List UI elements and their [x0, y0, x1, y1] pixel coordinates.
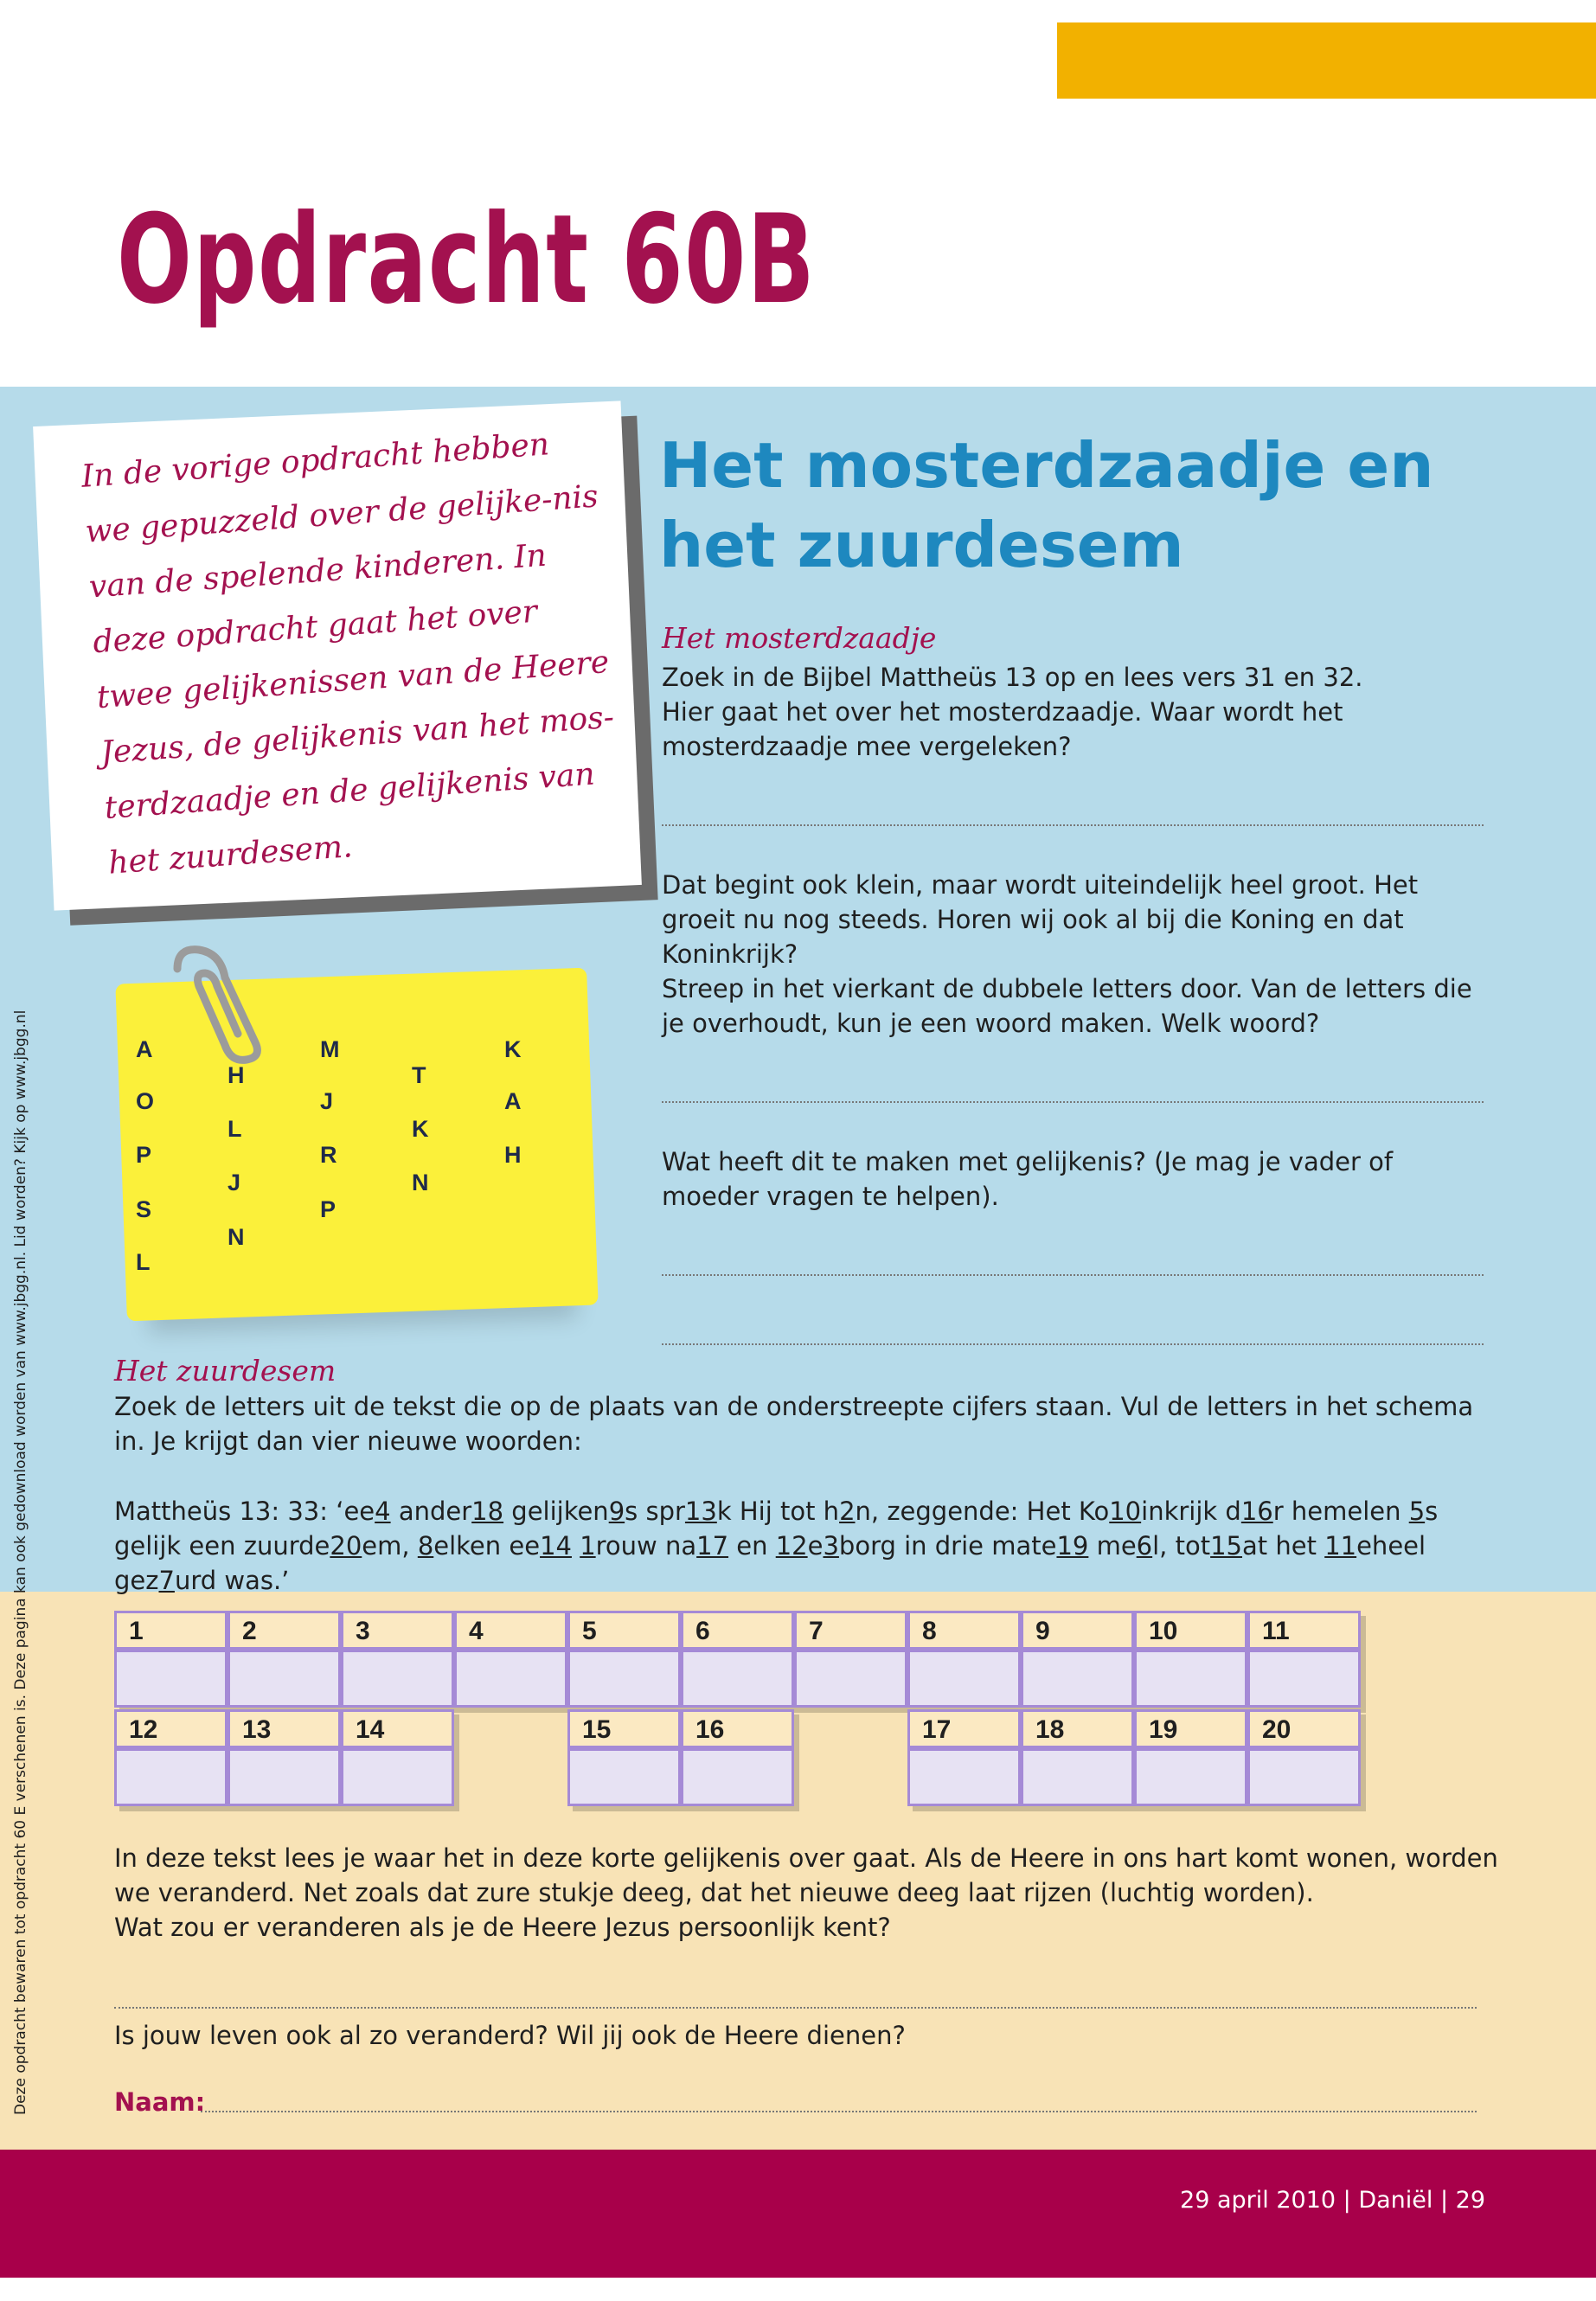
grid-number: 14 — [356, 1715, 385, 1744]
verse-text: inkrijk d — [1141, 1497, 1241, 1526]
grid-number-cell — [1134, 1709, 1247, 1748]
orange-accent-bar — [1057, 22, 1596, 99]
grid-number-cell — [1247, 1611, 1361, 1650]
verse-text: at het — [1242, 1531, 1325, 1561]
verse-number: 13 — [684, 1497, 717, 1526]
grid-letter-input[interactable] — [907, 1748, 1021, 1806]
grid-letter-input[interactable] — [1021, 1650, 1134, 1708]
zuurdesem-p3: In deze tekst lees je waar het in deze korte gelijkenis over gaat. Als de Heere in ons hart komt wonen, worden we veranderd. Net zoals dat zure stukje deeg, dat het nieuwe deeg laat rijzen (luchtig worden). — [114, 1843, 1498, 1907]
puzzle-letter: O — [136, 1088, 155, 1114]
puzzle-letter: H — [228, 1062, 245, 1088]
grid-letter-input[interactable] — [454, 1650, 567, 1708]
puzzle-letter: K — [504, 1036, 522, 1062]
verse-text: urd was.’ — [174, 1566, 290, 1595]
puzzle-letter: K — [412, 1116, 429, 1142]
verse-number: 7 — [158, 1566, 175, 1595]
grid-number: 20 — [1262, 1715, 1292, 1744]
verse-text: rouw na — [595, 1531, 697, 1561]
verse-number: 19 — [1056, 1531, 1089, 1561]
grid-letter-input[interactable] — [1247, 1748, 1361, 1806]
verse-text: k Hij tot h — [716, 1497, 840, 1526]
section-title-zuurdesem: Het zuurdesem — [114, 1354, 337, 1388]
answer-line-4[interactable] — [662, 1343, 1484, 1345]
verse-number: 20 — [330, 1531, 362, 1561]
mosterd-p4: Streep in het vierkant de dubbele letters door. Van de letters die je overhoudt, kun je een woord maken. Welk woord? — [662, 974, 1472, 1038]
verse-number: 1 — [580, 1531, 596, 1561]
verse-text — [572, 1531, 580, 1561]
verse-number: 3 — [823, 1531, 839, 1561]
puzzle-letter: L — [136, 1249, 151, 1275]
answer-line-3[interactable] — [662, 1274, 1484, 1276]
verse-text: eheel gez — [114, 1531, 1426, 1595]
grid-number: 3 — [356, 1617, 370, 1645]
puzzle-letter: H — [504, 1142, 522, 1168]
grid-letter-input[interactable] — [228, 1650, 341, 1708]
intro-note: In de vorige opdracht hebben we gepuzzeld over de gelijke-nis van de spelende kinderen. In deze opdracht gaat het over twee gelijkenissen van de Heere Jezus, de gelijkenis van het mos-terdzaadje en de gelijkenis van het zuurdesem. — [80, 426, 616, 881]
puzzle-letter: N — [228, 1224, 245, 1250]
verse-number: 5 — [1408, 1497, 1426, 1526]
verse-text: s gelijk een zuurde — [114, 1497, 1439, 1561]
grid-letter-input[interactable] — [681, 1650, 794, 1708]
puzzle-letter: L — [228, 1116, 242, 1142]
answer-line-2[interactable] — [662, 1101, 1484, 1103]
puzzle-letter: N — [412, 1170, 429, 1195]
grid-number-cell — [114, 1611, 228, 1650]
grid-number: 6 — [695, 1617, 710, 1645]
grid-number-cell — [1134, 1611, 1247, 1650]
grid-number: 7 — [809, 1617, 824, 1645]
puzzle-letter: A — [136, 1036, 153, 1062]
footer-bar — [0, 2150, 1596, 2278]
grid-number: 1 — [129, 1617, 144, 1645]
answer-line-5[interactable] — [114, 2007, 1477, 2009]
grid-number: 17 — [922, 1715, 952, 1744]
verse-number: 2 — [839, 1497, 856, 1526]
grid-number: 12 — [129, 1715, 158, 1744]
verse-number: 12 — [775, 1531, 808, 1561]
puzzle-letter: S — [136, 1196, 152, 1222]
grid-letter-input[interactable] — [1021, 1748, 1134, 1806]
grid-number: 15 — [582, 1715, 612, 1744]
verse-number: 14 — [540, 1531, 572, 1561]
grid-number: 13 — [242, 1715, 272, 1744]
grid-number: 4 — [469, 1617, 484, 1645]
grid-letter-input[interactable] — [1134, 1748, 1247, 1806]
verse-text: elken ee — [433, 1531, 541, 1561]
grid-letter-input[interactable] — [567, 1650, 681, 1708]
puzzle-letter: P — [320, 1196, 337, 1222]
zuurdesem-p5: Is jouw leven ook al zo veranderd? Wil jij ook de Heere dienen? — [114, 2021, 906, 2050]
answer-line-1[interactable] — [662, 824, 1484, 826]
grid-number-cell — [907, 1611, 1021, 1650]
verse-number: 11 — [1324, 1531, 1357, 1561]
heading-line-2: het zuurdesem — [659, 509, 1184, 581]
verse-text: r hemelen — [1272, 1497, 1409, 1526]
page-title: Opdracht 60B — [117, 189, 817, 331]
grid-letter-input[interactable] — [681, 1748, 794, 1806]
footer-text: 29 april 2010 | Daniël | 29 — [1180, 2187, 1485, 2214]
verse-text: s spr — [625, 1497, 685, 1526]
grid-letter-input[interactable] — [341, 1650, 454, 1708]
puzzle-letter: P — [136, 1142, 152, 1168]
verse-text: borg in drie mate — [838, 1531, 1057, 1561]
grid-letter-input[interactable] — [114, 1748, 228, 1806]
grid-number-cell — [1021, 1611, 1134, 1650]
verse-text: gelijken — [503, 1497, 609, 1526]
verse-text: e — [807, 1531, 824, 1561]
verse-text: me — [1088, 1531, 1137, 1561]
grid-number: 19 — [1149, 1715, 1178, 1744]
verse-text: en — [728, 1531, 776, 1561]
grid-number: 8 — [922, 1617, 937, 1645]
verse-number: 4 — [375, 1497, 391, 1526]
mosterd-p3: Dat begint ook klein, maar wordt uiteindelijk heel groot. Het groeit nu nog steeds. Horen wij ook al bij die Koning en dat Koninkrijk? — [662, 870, 1419, 969]
verse-number: 15 — [1210, 1531, 1243, 1561]
puzzle-letter: T — [412, 1062, 426, 1088]
verse-text: n, zeggende: Het Ko — [855, 1497, 1110, 1526]
verse-number: 17 — [696, 1531, 729, 1561]
grid-number: 10 — [1149, 1617, 1178, 1645]
bible-verse — [114, 1494, 1481, 1598]
mosterd-p2: Hier gaat het over het mosterdzaadje. Waar wordt het mosterdzaadje mee vergeleken? — [662, 697, 1343, 761]
mosterd-p5: Wat heeft dit te maken met gelijkenis? (Je mag je vader of moeder vragen te helpen). — [662, 1147, 1394, 1211]
puzzle-letter: J — [228, 1170, 241, 1195]
grid-letter-input[interactable] — [341, 1748, 454, 1806]
verse-text: l, tot — [1152, 1531, 1211, 1561]
grid-number: 9 — [1035, 1617, 1050, 1645]
section-title-mosterdzaadje: Het mosterdzaadje — [662, 621, 937, 655]
grid-number: 5 — [582, 1617, 597, 1645]
verse-number: 9 — [608, 1497, 625, 1526]
grid-number-cell — [228, 1611, 341, 1650]
grid-letter-input[interactable] — [114, 1650, 228, 1708]
grid-number-cell — [681, 1611, 794, 1650]
verse-number: 10 — [1109, 1497, 1142, 1526]
grid-number-cell — [341, 1611, 454, 1650]
verse-number: 8 — [417, 1531, 434, 1561]
zuurdesem-p1: Zoek de letters uit de tekst die op de plaats van de onderstreepte cijfers staan. Vul de letters in het schema in. Je krijgt dan vier nieuwe woorden: — [114, 1392, 1474, 1456]
name-label: Naam: — [114, 2087, 206, 2117]
grid-number-cell — [681, 1709, 794, 1748]
verse-number: 6 — [1136, 1531, 1153, 1561]
grid-number-cell — [341, 1709, 454, 1748]
grid-number-cell — [567, 1709, 681, 1748]
grid-number: 18 — [1035, 1715, 1065, 1744]
grid-number-cell — [794, 1611, 907, 1650]
paperclip-icon — [160, 943, 290, 1064]
grid-letter-input[interactable] — [1247, 1650, 1361, 1708]
grid-letter-input[interactable] — [567, 1748, 681, 1806]
grid-number-cell — [228, 1709, 341, 1748]
grid-number-cell — [1247, 1709, 1361, 1748]
side-note: Deze opdracht bewaren tot opdracht 60 E verschenen is. Deze pagina kan ook gedownload worden van www.jbgg.nl. Lid worden? Kijk op www.jbgg.nl — [12, 1009, 29, 2115]
grid-letter-input[interactable] — [794, 1650, 907, 1708]
grid-letter-input[interactable] — [907, 1650, 1021, 1708]
grid-number-cell — [1021, 1709, 1134, 1748]
puzzle-letter: M — [320, 1036, 340, 1062]
main-heading — [659, 426, 1524, 585]
grid-number: 2 — [242, 1617, 257, 1645]
grid-letter-input[interactable] — [1134, 1650, 1247, 1708]
name-input[interactable] — [201, 2111, 1477, 2112]
grid-number-cell — [114, 1709, 228, 1748]
puzzle-letter: A — [504, 1088, 522, 1114]
grid-number: 16 — [695, 1715, 725, 1744]
puzzle-letter: J — [320, 1088, 334, 1114]
zuurdesem-p4: Wat zou er veranderen als je de Heere Jezus persoonlijk kent? — [114, 1913, 891, 1942]
verse-text: ander — [390, 1497, 472, 1526]
grid-number-cell — [567, 1611, 681, 1650]
grid-number-cell — [454, 1611, 567, 1650]
verse-number: 18 — [471, 1497, 504, 1526]
grid-letter-input[interactable] — [228, 1748, 341, 1806]
puzzle-letter: R — [320, 1142, 337, 1168]
verse-number: 16 — [1240, 1497, 1273, 1526]
verse-text: Mattheüs 13: 33: ‘ee — [114, 1497, 375, 1526]
mosterd-p1: Zoek in de Bijbel Mattheüs 13 op en lees vers 31 en 32. — [662, 663, 1363, 692]
heading-line-1: Het mosterdzaadje en — [659, 429, 1434, 502]
grid-number: 11 — [1262, 1617, 1290, 1645]
grid-number-cell — [907, 1709, 1021, 1748]
verse-text: em, — [362, 1531, 418, 1561]
